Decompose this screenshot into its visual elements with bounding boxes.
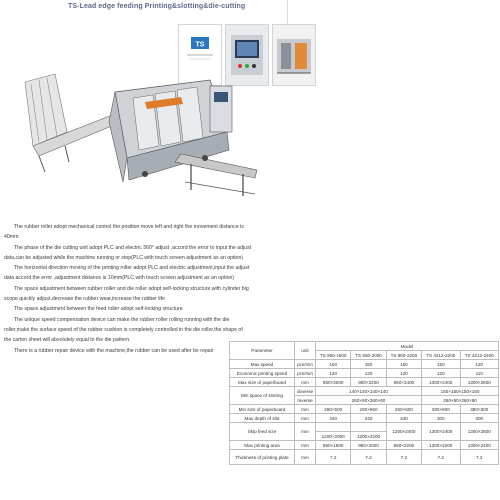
param-cell: Max size of paperboard (230, 378, 295, 387)
value-cell: 260×60×260×60 (316, 396, 422, 405)
param-cell: Thickness of printing plate (230, 450, 295, 465)
table-row (230, 360, 499, 369)
table-row (230, 369, 499, 378)
value-cell: 1200×2000 (316, 432, 351, 441)
value-cell (351, 423, 386, 432)
param-cell: Max printing area (230, 441, 295, 450)
logo-text: TS (195, 41, 205, 49)
value-cell: 7.2 (386, 450, 421, 465)
value-cell: 1300×2600 (460, 378, 498, 387)
unit-cell: mm (295, 441, 316, 450)
model-name: TS 950-1800 (316, 351, 351, 360)
value-cell: 120 (386, 369, 421, 378)
page-title: TS-Lead edge feeding Printing&slotting&die-cutting (68, 3, 246, 10)
description-line: 40mm (4, 234, 19, 241)
unit-cell: mm (295, 450, 316, 465)
description-line: There is a rubber repair device with the machine,the rubber can be used after be repair (14, 347, 214, 354)
model-name: TS 950-2000 (351, 351, 386, 360)
value-cell: 150 (316, 360, 351, 369)
value-cell: 150 (351, 360, 386, 369)
value-cell: 380×600 (422, 405, 460, 414)
value-cell: 950×1800 (316, 441, 351, 450)
value-cell: 950×2200 (351, 378, 386, 387)
value-cell: 1300×2600 (460, 423, 498, 441)
value-cell: 150 (422, 360, 460, 369)
description-line: scope quickly adjust,decrease the rubber wear,increase the rubber life (4, 296, 165, 303)
value-cell: 950×2000 (351, 441, 386, 450)
param-cell: Skip feed size (230, 423, 295, 441)
value-cell: 7.2 (460, 450, 498, 465)
value-cell: 7.2 (351, 450, 386, 465)
description-line: The rubber roller adopt mechanical control the position move left and right the movement distance is (14, 224, 244, 230)
unit-cell: mm (295, 423, 316, 441)
header-unit: unit (295, 342, 316, 360)
value-cell: 150×150×150×150 (422, 387, 499, 396)
value-cell: 1200×2400 (386, 423, 421, 441)
description-line: The horizontal direction moving of the printing roller adopt PLC and electric adjustment,input the adjust (14, 265, 250, 272)
value-cell: 120 (316, 369, 351, 378)
description-line: data,can be adjusted while the machine running or stop(PLC with touch screen adjustment as an option) (4, 254, 244, 261)
value-cell: 1200×2200 (351, 432, 386, 441)
value-cell: 260×560 (351, 405, 386, 414)
unit-cell: mm (295, 405, 316, 414)
machine-photo (5, 62, 263, 200)
value-cell: 950×2200 (386, 441, 421, 450)
param-cell: Min size of paperboard (230, 405, 295, 414)
machine-unit-thumbnail[interactable] (272, 24, 316, 86)
value-cell: 120 (422, 369, 460, 378)
table-row (230, 423, 499, 432)
description-line: the carton sheet will absolutely equal to the die pattern. (4, 337, 131, 344)
header-parameter: Parameter (230, 342, 295, 360)
table-row (230, 441, 499, 450)
param-cell: Economic printing speed (230, 369, 295, 378)
table-row (230, 405, 499, 414)
unit-cell: mm (295, 378, 316, 387)
value-cell: 240 (316, 414, 351, 423)
value-cell: 1300×2400 (422, 378, 460, 387)
value-cell: 260×500 (316, 405, 351, 414)
sub-param-cell: obverse (295, 387, 316, 396)
feature-description (4, 222, 252, 356)
value-cell: 150 (386, 360, 421, 369)
value-cell: 1300×2200 (422, 441, 460, 450)
unit-cell: pcs/min (295, 369, 316, 378)
description-line: data accord the error ,adjustment distance is 10mm(PLC with touch screen adjustment as an option) (4, 275, 235, 282)
value-cell: 1300×2400 (460, 441, 498, 450)
table-row (230, 342, 499, 351)
model-name: TS 4212-2400 (460, 351, 498, 360)
value-cell: 120 (351, 369, 386, 378)
value-cell: 110 (460, 369, 498, 378)
value-cell: 950×2000 (316, 378, 351, 387)
description-line: The phase of the die cutting unit adopt PLC and electric 360° adjust ,accord the error to input the adjust (14, 244, 252, 251)
value-cell: 240 (351, 414, 386, 423)
value-cell: 240 (386, 414, 421, 423)
value-cell: 260×600 (386, 405, 421, 414)
value-cell: 1300×2400 (422, 423, 460, 441)
description-line: The space adjustment between the feed roller adopt self-locking structure (14, 306, 183, 313)
param-cell: Max depth of slot (230, 414, 295, 423)
value-cell: 140×140×140×140 (316, 387, 422, 396)
value-cell: 260×60×260×60 (422, 396, 499, 405)
table-row (230, 378, 499, 387)
value-cell: 950×2400 (386, 378, 421, 387)
description-line: roller,make the surface speed of the rubber cushion is completely controlled in the die roller.the shape of (4, 326, 243, 333)
table-row (230, 387, 499, 396)
param-cell: Max speed (230, 360, 295, 369)
unit-cell: mm (295, 414, 316, 423)
table-row (230, 414, 499, 423)
description-line: The space adjustment between rubber roller and die roller adopt self-locking structure,with cylinder big (14, 285, 249, 292)
table-row (230, 450, 499, 465)
value-cell: 7.2 (422, 450, 460, 465)
value-cell: 300 (422, 414, 460, 423)
header-model: Model (316, 342, 499, 351)
value-cell (316, 423, 351, 432)
param-cell: Min space of slotting (230, 387, 295, 405)
value-cell: 120 (460, 360, 498, 369)
model-name: TS 4212-2200 (422, 351, 460, 360)
spec-table (229, 341, 499, 465)
value-cell: 7.2 (316, 450, 351, 465)
value-cell: 300 (460, 414, 498, 423)
model-name: TS 950-2200 (386, 351, 421, 360)
unit-cell: pcs/min (295, 360, 316, 369)
description-line: The unique speed compensation device can make the rubber roller rolling running with the die (14, 316, 230, 323)
value-cell: 380×600 (460, 405, 498, 414)
sub-param-cell: reverse (295, 396, 316, 405)
